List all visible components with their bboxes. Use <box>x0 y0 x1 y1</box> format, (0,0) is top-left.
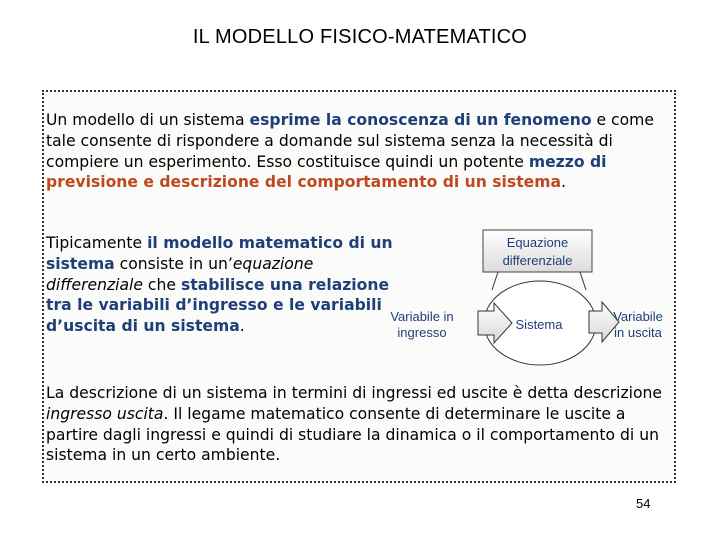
p3-text-2: . Il legame matematico consente di determinare le uscite a partire dagli ingressi e quindi di studiare la dinamica o il comportamento di un sistema in un certo ambiente. <box>46 404 659 465</box>
p1-text-1: Un modello di un sistema <box>46 111 250 129</box>
system-label: Sistema <box>515 317 563 332</box>
p1-highlight-means: mezzo di <box>528 152 607 171</box>
equation-label-line1: Equazione <box>506 235 569 250</box>
paragraph-model-definition <box>46 110 676 193</box>
p2-text-3: che <box>142 275 181 294</box>
paragraph-input-output <box>46 383 676 466</box>
p1-text-2: e come tale consente di rispondere a domande sul sistema senza la necessità di compiere un esperimento. Esso costituisce quindi un potente <box>46 111 654 171</box>
p2-text-4: . <box>239 317 245 336</box>
paragraph-math-model <box>46 233 396 337</box>
p3-text-1: La descrizione di un sistema in termini di ingressi ed uscite è detta descrizione <box>46 384 663 402</box>
output-label-line1: Variabile <box>613 309 663 324</box>
p1-highlight-prediction: previsione e descrizione del comportamento di un sistema <box>46 173 561 192</box>
p3-italic-io: ingresso uscita <box>46 404 164 423</box>
p2-text-2: consiste in un’ <box>114 254 233 273</box>
p1-text-4: . <box>561 173 566 192</box>
p2-highlight-model: il modello matematico di un sistema <box>46 234 393 273</box>
connector-left <box>492 272 498 290</box>
equation-label-line2: differenziale <box>502 253 573 268</box>
input-label-line1: Variabile in <box>390 309 454 324</box>
slide-title: IL MODELLO FISICO-MATEMATICO <box>192 26 528 48</box>
output-label-line2: in uscita <box>614 325 662 340</box>
p2-italic-equation: equazione differenziale <box>46 254 314 294</box>
p2-highlight-relation: stabilisce una relazione tra le variabili d’ingresso e le variabili d’uscita di un sistema <box>46 275 390 336</box>
p1-highlight-knowledge: esprime la conoscenza di un fenomeno <box>249 111 592 129</box>
connector-right <box>580 272 586 290</box>
page-number: 54 <box>636 496 651 511</box>
p2-text-1: Tipicamente <box>46 234 148 252</box>
system-diagram <box>380 225 710 375</box>
input-label-line2: ingresso <box>397 325 447 340</box>
